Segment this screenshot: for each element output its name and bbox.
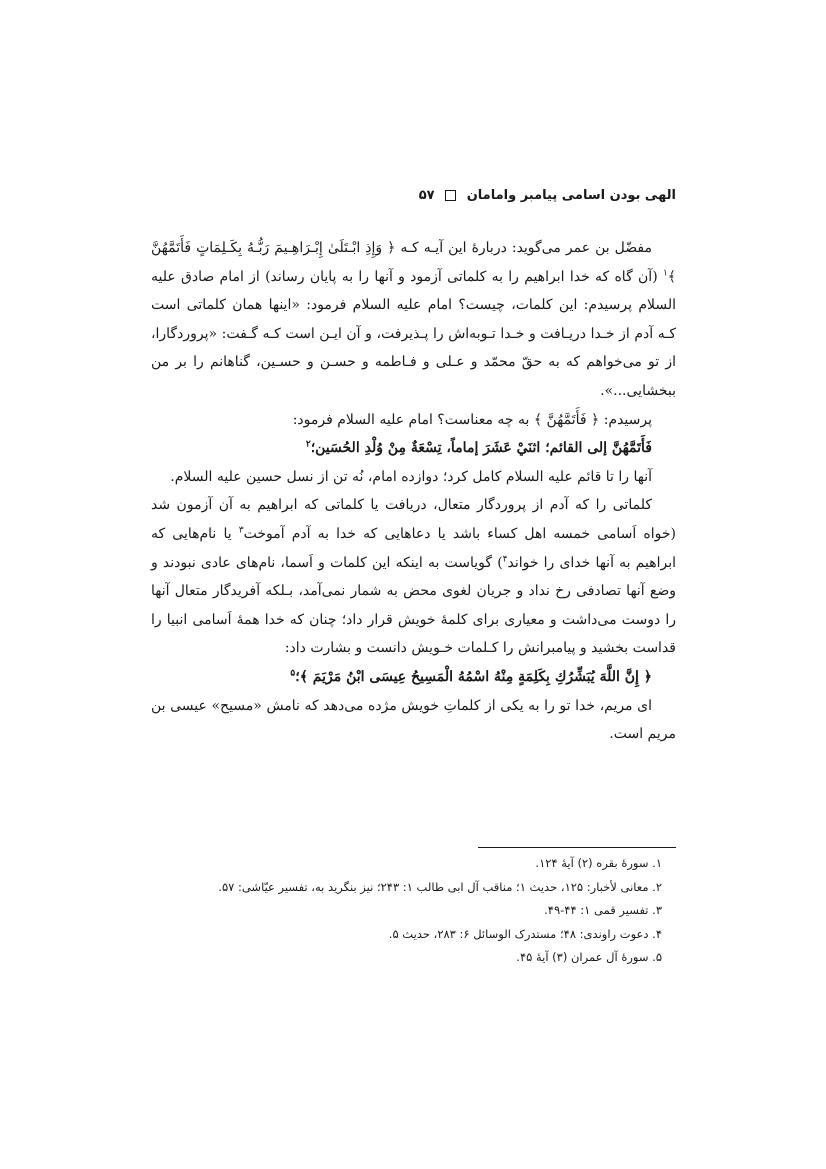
footnotes [151,852,676,970]
main-text [151,234,676,749]
arabic-hadith [151,434,676,463]
paragraph-2: پرسیدم: ﴿ فَأَتَمَّهُنَّ ﴾ به چه معناست؟ امام عليه السلام فرمود: [292,411,652,428]
footnote-1: ۱. سورهٔ بقره (۲) آیهٔ ۱۲۴. [535,856,662,870]
running-head [419,188,676,203]
arabic-hadith-text: فَأَتَمَّهُنَّ إلى القائم؛ اثنَيْ عَشَرَ إماماً، تِسْعَةٌ مِنْ وُلْدِ الحُسَين؛ [310,440,652,457]
paragraph-1-continuation: (آن گاه که خدا ابراهیم را به کلماتی آزمود و آنها را به پایان رساند) از امام صادق عليه السلام پرسیدم: این کلمات، چیست؟ امام عليه السلام فرمود: «اینها همان کلماتی است کـه آدم از خـدا دریـافت و خـدا تـوبه‌اش را پـذیرفت، و آن ایـن است کـه گـفت: «پروردگارا، از تو می‌خواهم که به حقّ محمّد و عـلی و فـاطمه و حسـن و حسـین، گناهانم را بر من ببخشایی...». [151,268,676,399]
square-ornament-icon [445,190,456,201]
paragraph-3-end: ) گویاست به اینکه این کلمات و اَسما، نام‌های عادی نبودند و وضع آنها تصادفی رخ نداد و جریان لغوی محض به شمار نمی‌آمد، بـلکه آفریدگار متعال آنها را دوست می‌داشت و معیاری برای کلمهٔ خویش قرار داد؛ چنان که خدا همهٔ اَسامی انبیا را قداست بخشید و پیامبرانش را کـلمات خـویش دانست و بشارت داد: [151,554,676,657]
page-number: ۵۷ [418,188,435,203]
footnote-ref-2: ۲ [305,439,311,450]
paragraph-3-mid: یا نام‌هایی که ابراهیم به آنها خدای را خواند [151,525,676,571]
footnote-ref-1: ۱ [662,267,668,278]
hadith-translation: آنها را تا قائم عليه السلام کامل کرد؛ دوازده امام، نُه تن از نسل حسین عليه السلام. [170,468,652,485]
quran-verse-text: ﴿ إِنَّ اللَّهَ يُبَشِّرُكِ بِكَلِمَةٍ مِنْهُ اسْمُهُ الْمَسِيحُ عِيسَى ابْنُ مَرْيَمَ ﴾؛ [295,668,652,685]
footnote-ref-4: ۴ [502,553,508,564]
quran-verse [151,663,676,692]
footnote-2: ۲. معانی لأخبار: ۱۲۵، حدیث ۱؛ مناقب آل ابی طالب ۱: ۲۴۳؛ نیز بنگرید به، تفسیر عیّاشی: ۵۷. [218,879,662,894]
verse-translation: ای مریم، خدا تو را به یکی از کلماتِ خویش مژده می‌دهد که نامش «مسیح» عیسی بن مریم است. [151,697,676,743]
running-head-title: الهی بودن اسامی پیامبر وامامان [466,188,676,203]
footnote-3: ۳. تفسیر قمی ۱: ۴۴-۴۹. [544,903,662,918]
paragraph-3 [151,491,676,663]
paragraph-3-text: کلماتی را که آدم از پروردگار متعال، دریافت یا کلماتی که ابراهیم به آن آزمون شد (خواه اَسامی خمسه اهل کساء باشد یا دعاهایی که خدا به آدم آموخت [151,497,676,542]
footnote-4: ۴. دعوت راوندی: ۴۸؛ مستدرک الوسائل ۶: ۲۸۳، حدیث ۵. [388,926,662,941]
footnote-ref-5: ۵ [290,668,296,679]
footnote-5: ۵. سورهٔ آل عمران (۳) آیهٔ ۴۵. [516,950,662,965]
footnote-ref-3: ۳ [238,525,244,536]
paragraph-1-text: مفضّل بن عمر می‌گوید: دربارهٔ این آیـه کـه ﴿ وَإِذِ ابْـتَلَىٰ إِبْـرَاهِـيمَ رَبُّـهُ بِكَـلِمَاتٍ فَأَتَمَّهُنَّ ﴾ [151,240,676,285]
paragraph-1 [151,234,676,406]
footnote-divider [478,847,676,848]
